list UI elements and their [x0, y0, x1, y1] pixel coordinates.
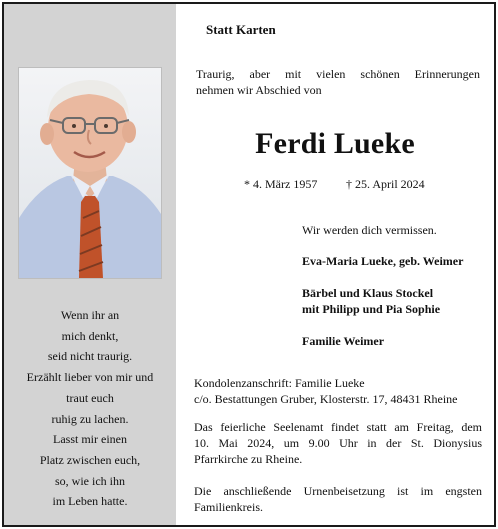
mourner-name: Bärbel und Klaus Stockel [302, 286, 434, 300]
left-sidebar [4, 4, 176, 525]
mourner-name: Familie Weimer [302, 334, 385, 348]
poem-line: ruhig zu lachen. [51, 411, 129, 426]
poem-line: traut euch [66, 390, 114, 405]
deceased-name: Ferdi Lueke [255, 127, 415, 160]
portrait-illustration [19, 68, 161, 278]
death-date: † 25. April 2024 [346, 177, 425, 191]
service-text: 10. Mai 2024, um 9.00 Uhr in der St. Dionysius [194, 436, 482, 450]
condolence-address: c/o. Bestattungen Gruber, Klosterstr. 17, 48431 Rheine [194, 392, 458, 406]
mourners-message: Wir werden dich vermissen. [302, 223, 437, 237]
poem-line: so, wie ich ihn [55, 473, 125, 488]
condolence-address: Kondolenzanschrift: Familie Lueke [194, 376, 365, 390]
service-text: Pfarrkirche zu Rheine. [194, 452, 303, 466]
burial-text: Familienkreis. [194, 500, 263, 514]
intro-line: Traurig, aber mit vielen schönen Erinnerungen [196, 67, 480, 81]
poem-line: mich denkt, [61, 328, 119, 343]
main-content [176, 4, 494, 525]
poem [4, 305, 176, 512]
poem-line: im Leben hatte. [52, 494, 128, 509]
poem-line: Erzählt lieber von mir und [26, 370, 154, 385]
poem-line: seid nicht traurig. [47, 349, 133, 364]
portrait-photo [18, 67, 162, 279]
poem-line: Wenn ihr an [60, 308, 120, 322]
service-text: Das feierliche Seelenamt findet statt am Freitag, dem [194, 420, 482, 434]
poem-line: Platz zwischen euch, [39, 452, 141, 467]
statt-karten-heading: Statt Karten [206, 22, 276, 37]
mourner-name: Eva-Maria Lueke, geb. Weimer [302, 254, 464, 268]
birth-date: * 4. März 1957 [244, 177, 318, 191]
obituary-card [2, 2, 496, 527]
intro-line: nehmen wir Abschied von [196, 83, 322, 97]
burial-text: Die anschließende Urnenbeisetzung ist im engsten [194, 484, 482, 498]
poem-line: Lasst mir einen [53, 432, 127, 447]
mourner-name: mit Philipp und Pia Sophie [302, 302, 441, 316]
